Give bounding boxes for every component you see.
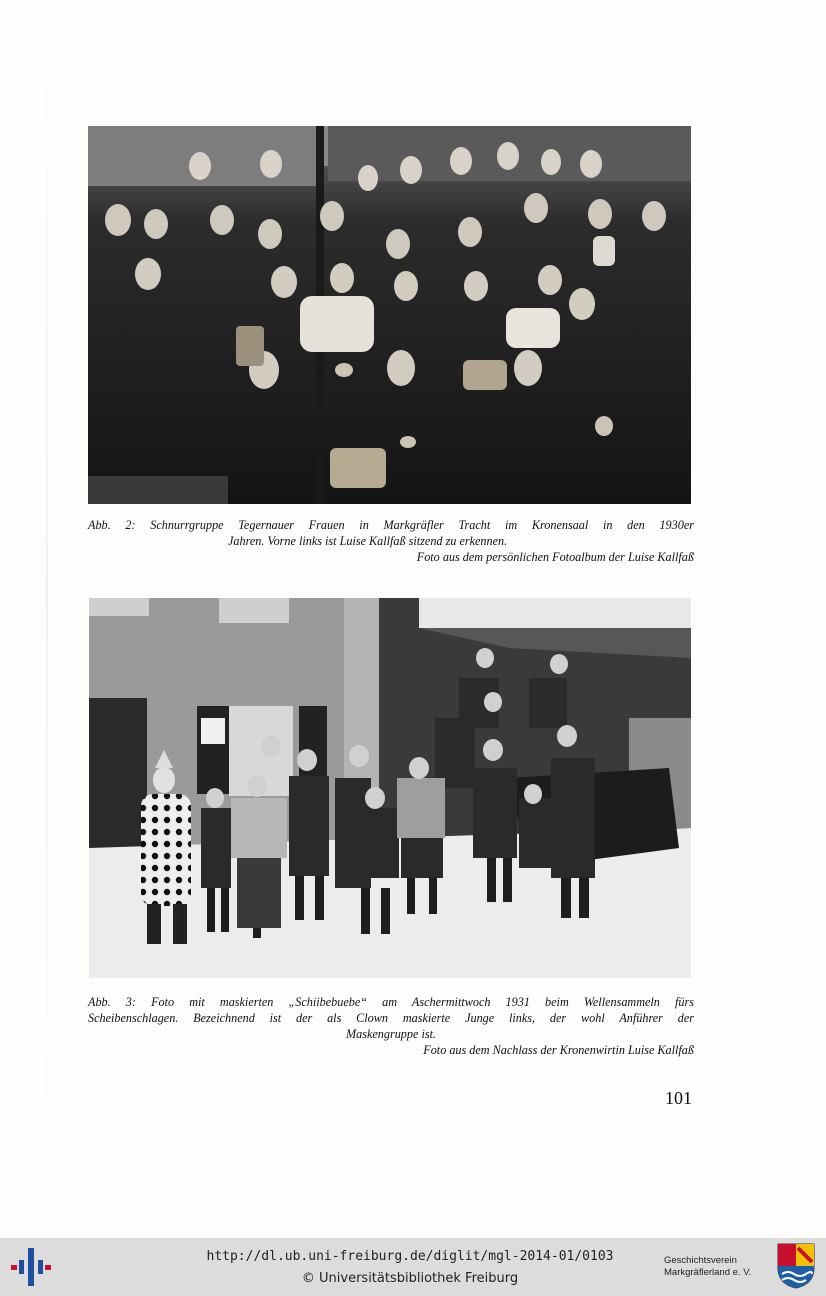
caption-credit: Foto aus dem Nachlass der Kronenwirtin Luise Kallfaß (423, 1043, 694, 1057)
page-number: 101 (665, 1088, 692, 1108)
figure-caption-abb-3 (88, 994, 694, 1058)
organization-name[interactable] (664, 1255, 774, 1279)
caption-credit: Foto aus dem persönlichen Fotoalbum der Luise Kallfaß (416, 550, 694, 564)
organization-name-line2: Markgräflerland e. V. (664, 1267, 752, 1278)
permalink-url[interactable]: http://dl.ub.uni-freiburg.de/diglit/mgl-2014-01/0103 (206, 1249, 614, 1264)
scan-edge-shadow (46, 60, 48, 1120)
coat-of-arms-icon[interactable] (776, 1242, 816, 1290)
caption-line: Abb. 3: Foto mit maskierten „Schiibebuebe“ am Aschermittwoch 1931 beim Wellensammeln fürs (88, 995, 694, 1009)
figure-photo-women-group (88, 126, 691, 504)
photo-women-group-image (88, 126, 691, 504)
organization-name-line1: Geschichtsverein (664, 1255, 737, 1266)
viewer-footer (0, 1238, 826, 1296)
figure-photo-masked-boys (89, 598, 691, 978)
caption-line: Jahren. Vorne links ist Luise Kallfaß sitzend zu erkennen. (228, 534, 508, 548)
figure-caption-abb-2 (88, 517, 694, 565)
ub-freiburg-logo-icon[interactable] (10, 1246, 52, 1288)
caption-line: Scheibenschlagen. Bezeichnend ist der als Clown maskierte Junge links, der wohl Anführer der (88, 1011, 694, 1025)
copyright-text: © Universitätsbibliothek Freiburg (301, 1271, 519, 1286)
caption-line: Abb. 2: Schnurrgruppe Tegernauer Frauen in Markgräfler Tracht im Kronensaal in den 1930er (88, 518, 694, 532)
photo-masked-boys-image (89, 598, 691, 978)
caption-line: Maskengruppe ist. (345, 1027, 437, 1041)
